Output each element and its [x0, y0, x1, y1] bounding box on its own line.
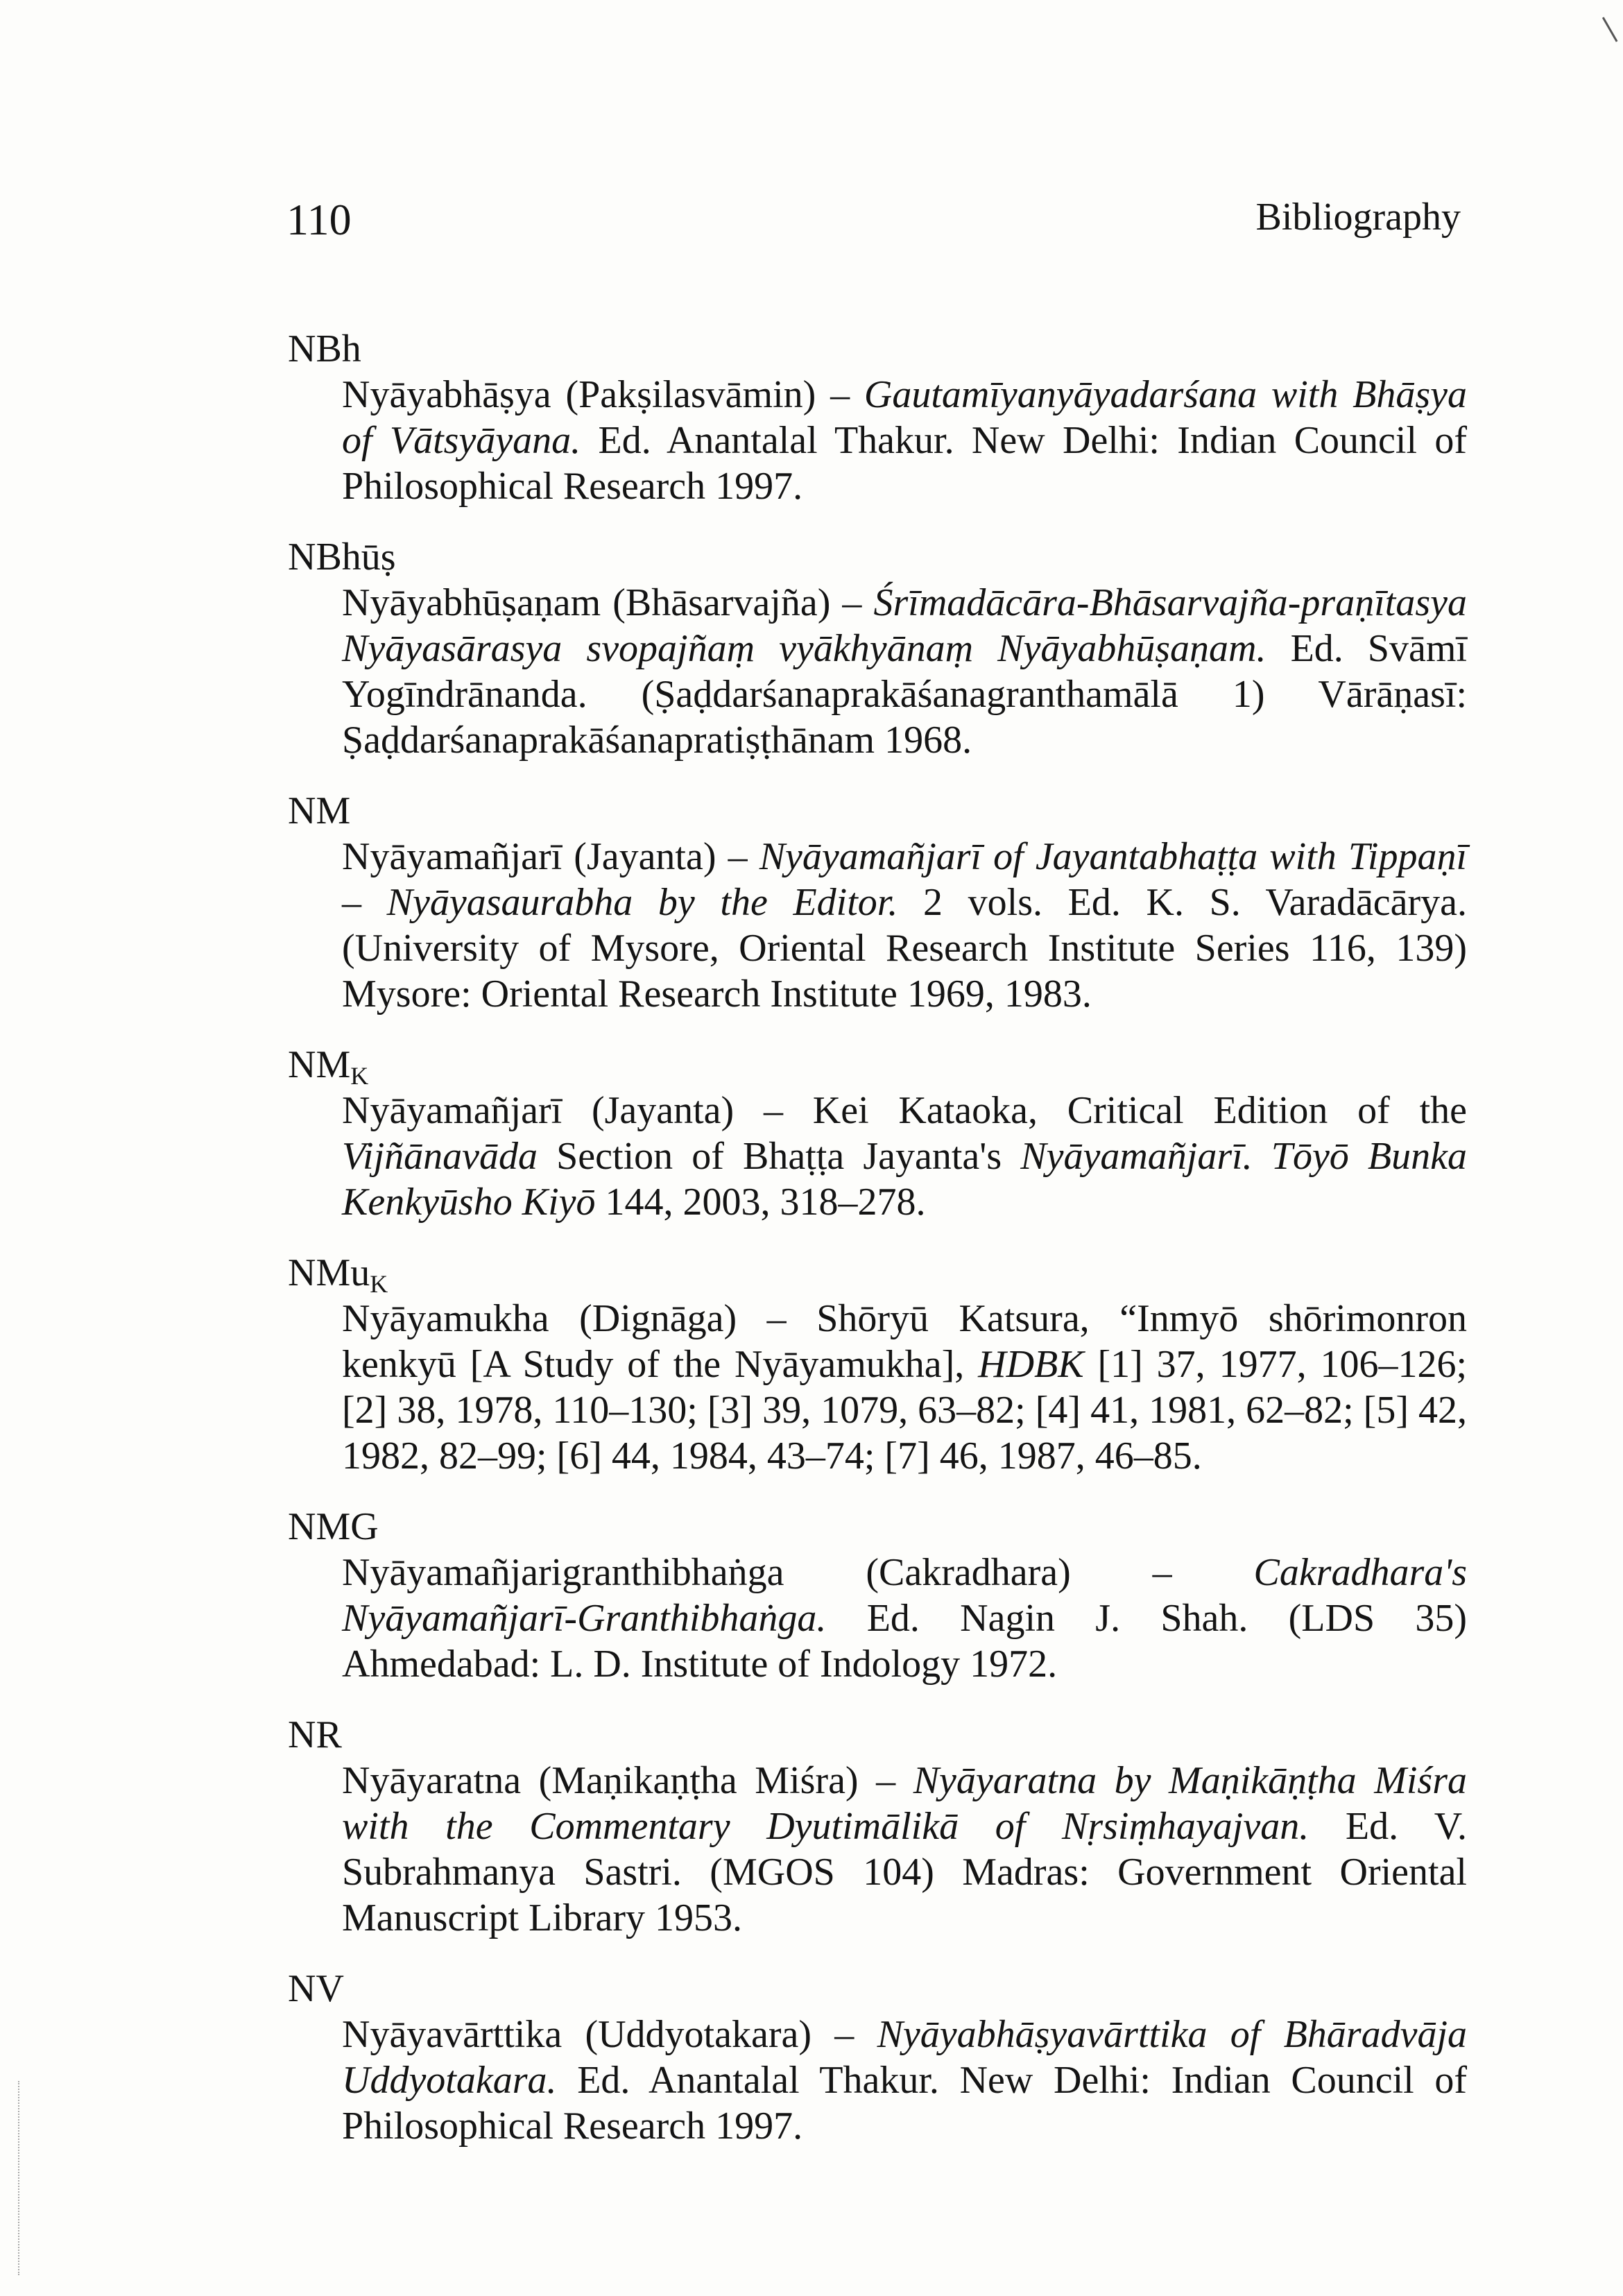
scan-edge-mark [1602, 13, 1623, 42]
work-title: Nyāyabhāṣya (Pakṣilasvāmin) [342, 373, 816, 416]
publication-details: Ed. Nagin J. Shah. (LDS 35) Ahmedabad: L. D. Institute of Indology 1972. [342, 1597, 1468, 1686]
dash: – [834, 2013, 855, 2056]
dash: – [842, 581, 862, 624]
work-title: Nyāyamukha (Dignāga) [342, 1297, 737, 1340]
abbr-subscript: K [370, 1270, 388, 1298]
article-title: Kei Kataoka, Critical Edition of the [812, 1089, 1468, 1132]
edition-title: Nyāyaratna by Maṇikāṇṭha Miśra with the Commentary Dyutimālikā of Nṛsiṃhayajvan. [342, 1759, 1468, 1848]
entry-abbreviation: NV [288, 1967, 344, 2010]
work-title: Nyāyamañjarī (Jayanta) [342, 835, 716, 878]
entry-text [342, 1296, 1467, 1479]
bibliography-list [288, 326, 1467, 2174]
dash: – [728, 835, 748, 878]
work-title: Nyāyamañjarī (Jayanta) [342, 1089, 735, 1132]
scan-margin-specks [18, 2081, 22, 2275]
bibliography-entry [288, 1042, 1467, 1225]
work-title: Nyāyaratna (Maṇikaṇṭha Miśra) [342, 1759, 859, 1802]
entry-text [342, 372, 1467, 509]
edition-title: Nyāyabhāṣyavārttika of Bhāradvāja Uddyotakara. [342, 2013, 1468, 2102]
work-title: Nyāyabhūṣaṇam (Bhāsarvajña) [342, 581, 831, 624]
entry-abbreviation: NR [288, 1713, 342, 1756]
bibliography-entry [288, 534, 1467, 763]
dash: – [766, 1297, 787, 1340]
publication-details: Ed. Anantalal Thakur. New Delhi: Indian Council of Philosophical Research 1997. [342, 419, 1468, 508]
abbr-subscript: K [350, 1062, 369, 1090]
entry-text [342, 1550, 1467, 1687]
entry-text [342, 1088, 1467, 1225]
entry-abbreviation: NBh [288, 327, 361, 370]
edition-title: Cakradhara's Nyāyamañjarī-Granthibhaṅga. [342, 1551, 1468, 1640]
entry-abbreviation: NMG [288, 1505, 379, 1548]
bibliography-entry [288, 326, 1467, 509]
journal-title: HDBK [978, 1343, 1084, 1386]
section-title: Vijñānavāda [342, 1135, 538, 1178]
dash: – [763, 1089, 783, 1132]
dash: – [830, 373, 850, 416]
edition-title: Nyāyamañjarī of Jayantabhaṭṭa with Tippaṇī – Nyāyasaurabha by the Editor. [342, 835, 1468, 924]
bibliography-entry [288, 1712, 1467, 1941]
work-title: Nyāyavārttika (Uddyotakara) [342, 2013, 812, 2056]
page-number: 110 [286, 195, 352, 244]
bibliography-entry [288, 1250, 1467, 1479]
entry-text [342, 580, 1467, 763]
work-title: Nyāyamañjarigranthibhaṅga (Cakradhara) [342, 1551, 1071, 1594]
bibliography-entry [288, 1966, 1467, 2149]
dash: – [1152, 1551, 1172, 1594]
publication-details: Ed. Anantalal Thakur. New Delhi: Indian Council of Philosophical Research 1997. [342, 2059, 1468, 2148]
edition-title: Gautamīyanyāyadarśana with Bhāṣya of Vātsyāyana. [342, 373, 1468, 462]
entry-abbreviation: NM [288, 789, 351, 832]
entry-abbreviation: $NM_K$ [288, 1043, 369, 1090]
publication-details: [1] 37, 1977, 106–126; [2] 38, 1978, 110–130; [3] 39, 1079, 63–82; [4] 41, 1981, 62–82; [5] 42, 1982, 82–99; [6] 44, 1984, 43–74; [7] 46, 1987, 46–85. [342, 1343, 1468, 1477]
edition-title: Śrīmadācāra-Bhāsarvajña-praṇītasya Nyāyasārasya svopajñaṃ vyākhyānaṃ Nyāyabhūṣaṇam. [342, 581, 1467, 670]
dash: – [876, 1759, 896, 1802]
publication-details: 2 vols. Ed. K. S. Varadācārya. (University of Mysore, Oriental Research Institute Series 116, 139) Mysore: Oriental Research Institute 1969, 1983. [342, 881, 1468, 1016]
entry-abbreviation: NMu$_K$ [288, 1251, 388, 1298]
publication-details: Ed. V. Subrahmanya Sastri. (MGOS 104) Madras: Government Oriental Manuscript Library 1953. [342, 1805, 1467, 1939]
running-title: Bibliography [1255, 196, 1461, 239]
entry-text [342, 834, 1467, 1017]
bibliography-entry [288, 1504, 1467, 1687]
publication-details: Ed. Svāmī Yogīndrānanda. (Ṣaḍdarśanaprakāśanagranthamālā 1) Vārāṇasī: Ṣaḍdarśanaprakāśanapratiṣṭhānam 1968. [342, 627, 1468, 762]
bibliography-entry [288, 788, 1467, 1017]
journal-title: Nyāyamañjarī. Tōyō Bunka Kenkyūsho Kiyō [342, 1135, 1467, 1224]
publication-details: 144, 2003, 318–278. [605, 1181, 926, 1224]
entry-abbreviation: NBhūṣ [288, 536, 396, 579]
entry-text [342, 1758, 1467, 1941]
article-title-cont: Section of Bhaṭṭa Jayanta's [556, 1135, 1002, 1178]
entry-text [342, 2012, 1467, 2149]
article-title: Shōryū Katsura, “Inmyō shōrimonron kenkyū [A Study of the Nyāyamukha], [342, 1297, 1468, 1386]
